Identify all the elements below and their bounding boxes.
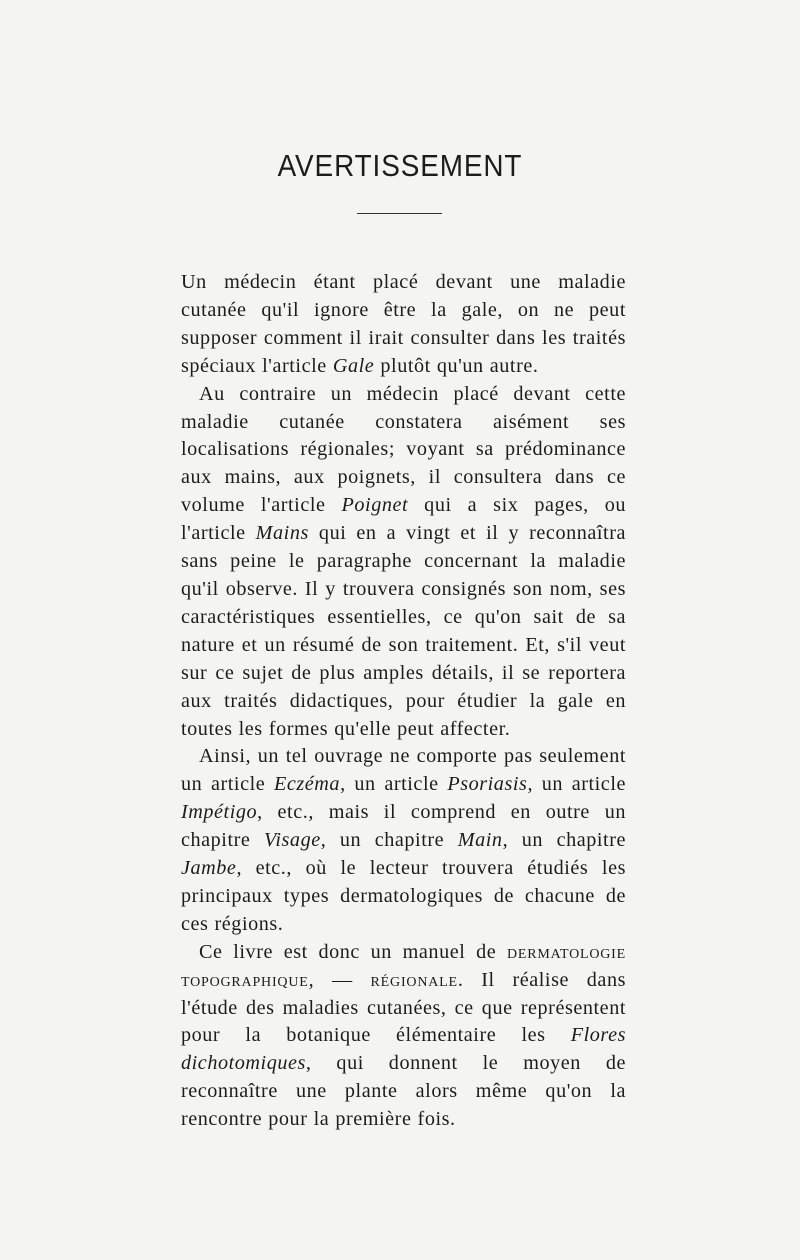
- italic-term: Impétigo: [181, 801, 258, 824]
- text-run: . Il réalise dans l'étude des maladies cutanées, ce que représentent pour la botanique élémentaire les: [181, 968, 626, 1047]
- italic-term: Poignet: [341, 494, 409, 517]
- text-run: , un chapitre: [320, 829, 458, 852]
- italic-term: Eczéma: [273, 773, 341, 796]
- text-run: , —: [308, 968, 371, 991]
- text-run: , etc., où le lecteur trouvera étudiés les principaux types dermatologiques de chacune de ces régions.: [181, 857, 626, 935]
- text-run: , un article: [527, 773, 626, 796]
- text-run: Ce livre est donc un manuel de: [199, 940, 507, 963]
- text-run: Ainsi, un tel ouvrage ne comporte pas seulement un article: [181, 745, 626, 796]
- text-run: Au contraire un médecin placé devant cette maladie cutanée constatera aisément ses localisations régionales; voyant sa prédominance aux mains, aux poignets, il consultera dans ce volume l'article: [181, 382, 626, 517]
- text-run: qui a six pages, ou l'article: [181, 494, 627, 545]
- paragraph: [181, 743, 626, 938]
- italic-term: Visage: [263, 829, 321, 852]
- paragraph: [181, 269, 626, 381]
- small-caps-term: régionale: [370, 968, 458, 991]
- italic-term: Flores dichotomiques: [181, 1024, 626, 1075]
- italic-term: Main: [457, 829, 503, 852]
- text-run: , un article: [340, 773, 448, 796]
- italic-term: Gale: [332, 354, 375, 377]
- text-run: , etc., mais il comprend en outre un chapitre: [181, 801, 626, 852]
- italic-term: Jambe: [181, 857, 237, 880]
- page-title: AVERTISSEMENT: [277, 148, 523, 183]
- paragraph: [181, 939, 626, 1134]
- title-rule: [357, 213, 442, 214]
- small-caps-term: dermatologie topographique: [181, 940, 626, 991]
- text-run: plutôt qu'un autre.: [374, 354, 539, 377]
- body-text: [181, 269, 626, 1134]
- italic-term: Psoriasis: [447, 773, 528, 796]
- italic-term: Mains: [255, 522, 309, 545]
- text-run: , un chapitre: [502, 829, 626, 852]
- text-run: , qui donnent le moyen de reconnaître une plante alors même qu'on la rencontre pour la première fois.: [181, 1052, 626, 1131]
- text-run: Un médecin étant placé devant une maladie cutanée qu'il ignore être la gale, on ne peut supposer comment il irait consulter dans les traités spéciaux l'article: [181, 271, 626, 377]
- paragraph: [181, 381, 626, 744]
- text-run: qui en a vingt et il y reconnaîtra sans peine le paragraphe concernant la maladie qu'il observe. Il y trouvera consignés son nom, ses caractéristiques essentielles, ce qu'on sait de sa nature et un résumé de son traitement. Et, s'il veut sur ce sujet de plus amples détails, il se reportera aux traités didactiques, pour étudier la gale en toutes les formes qu'elle peut affecter.: [181, 522, 626, 740]
